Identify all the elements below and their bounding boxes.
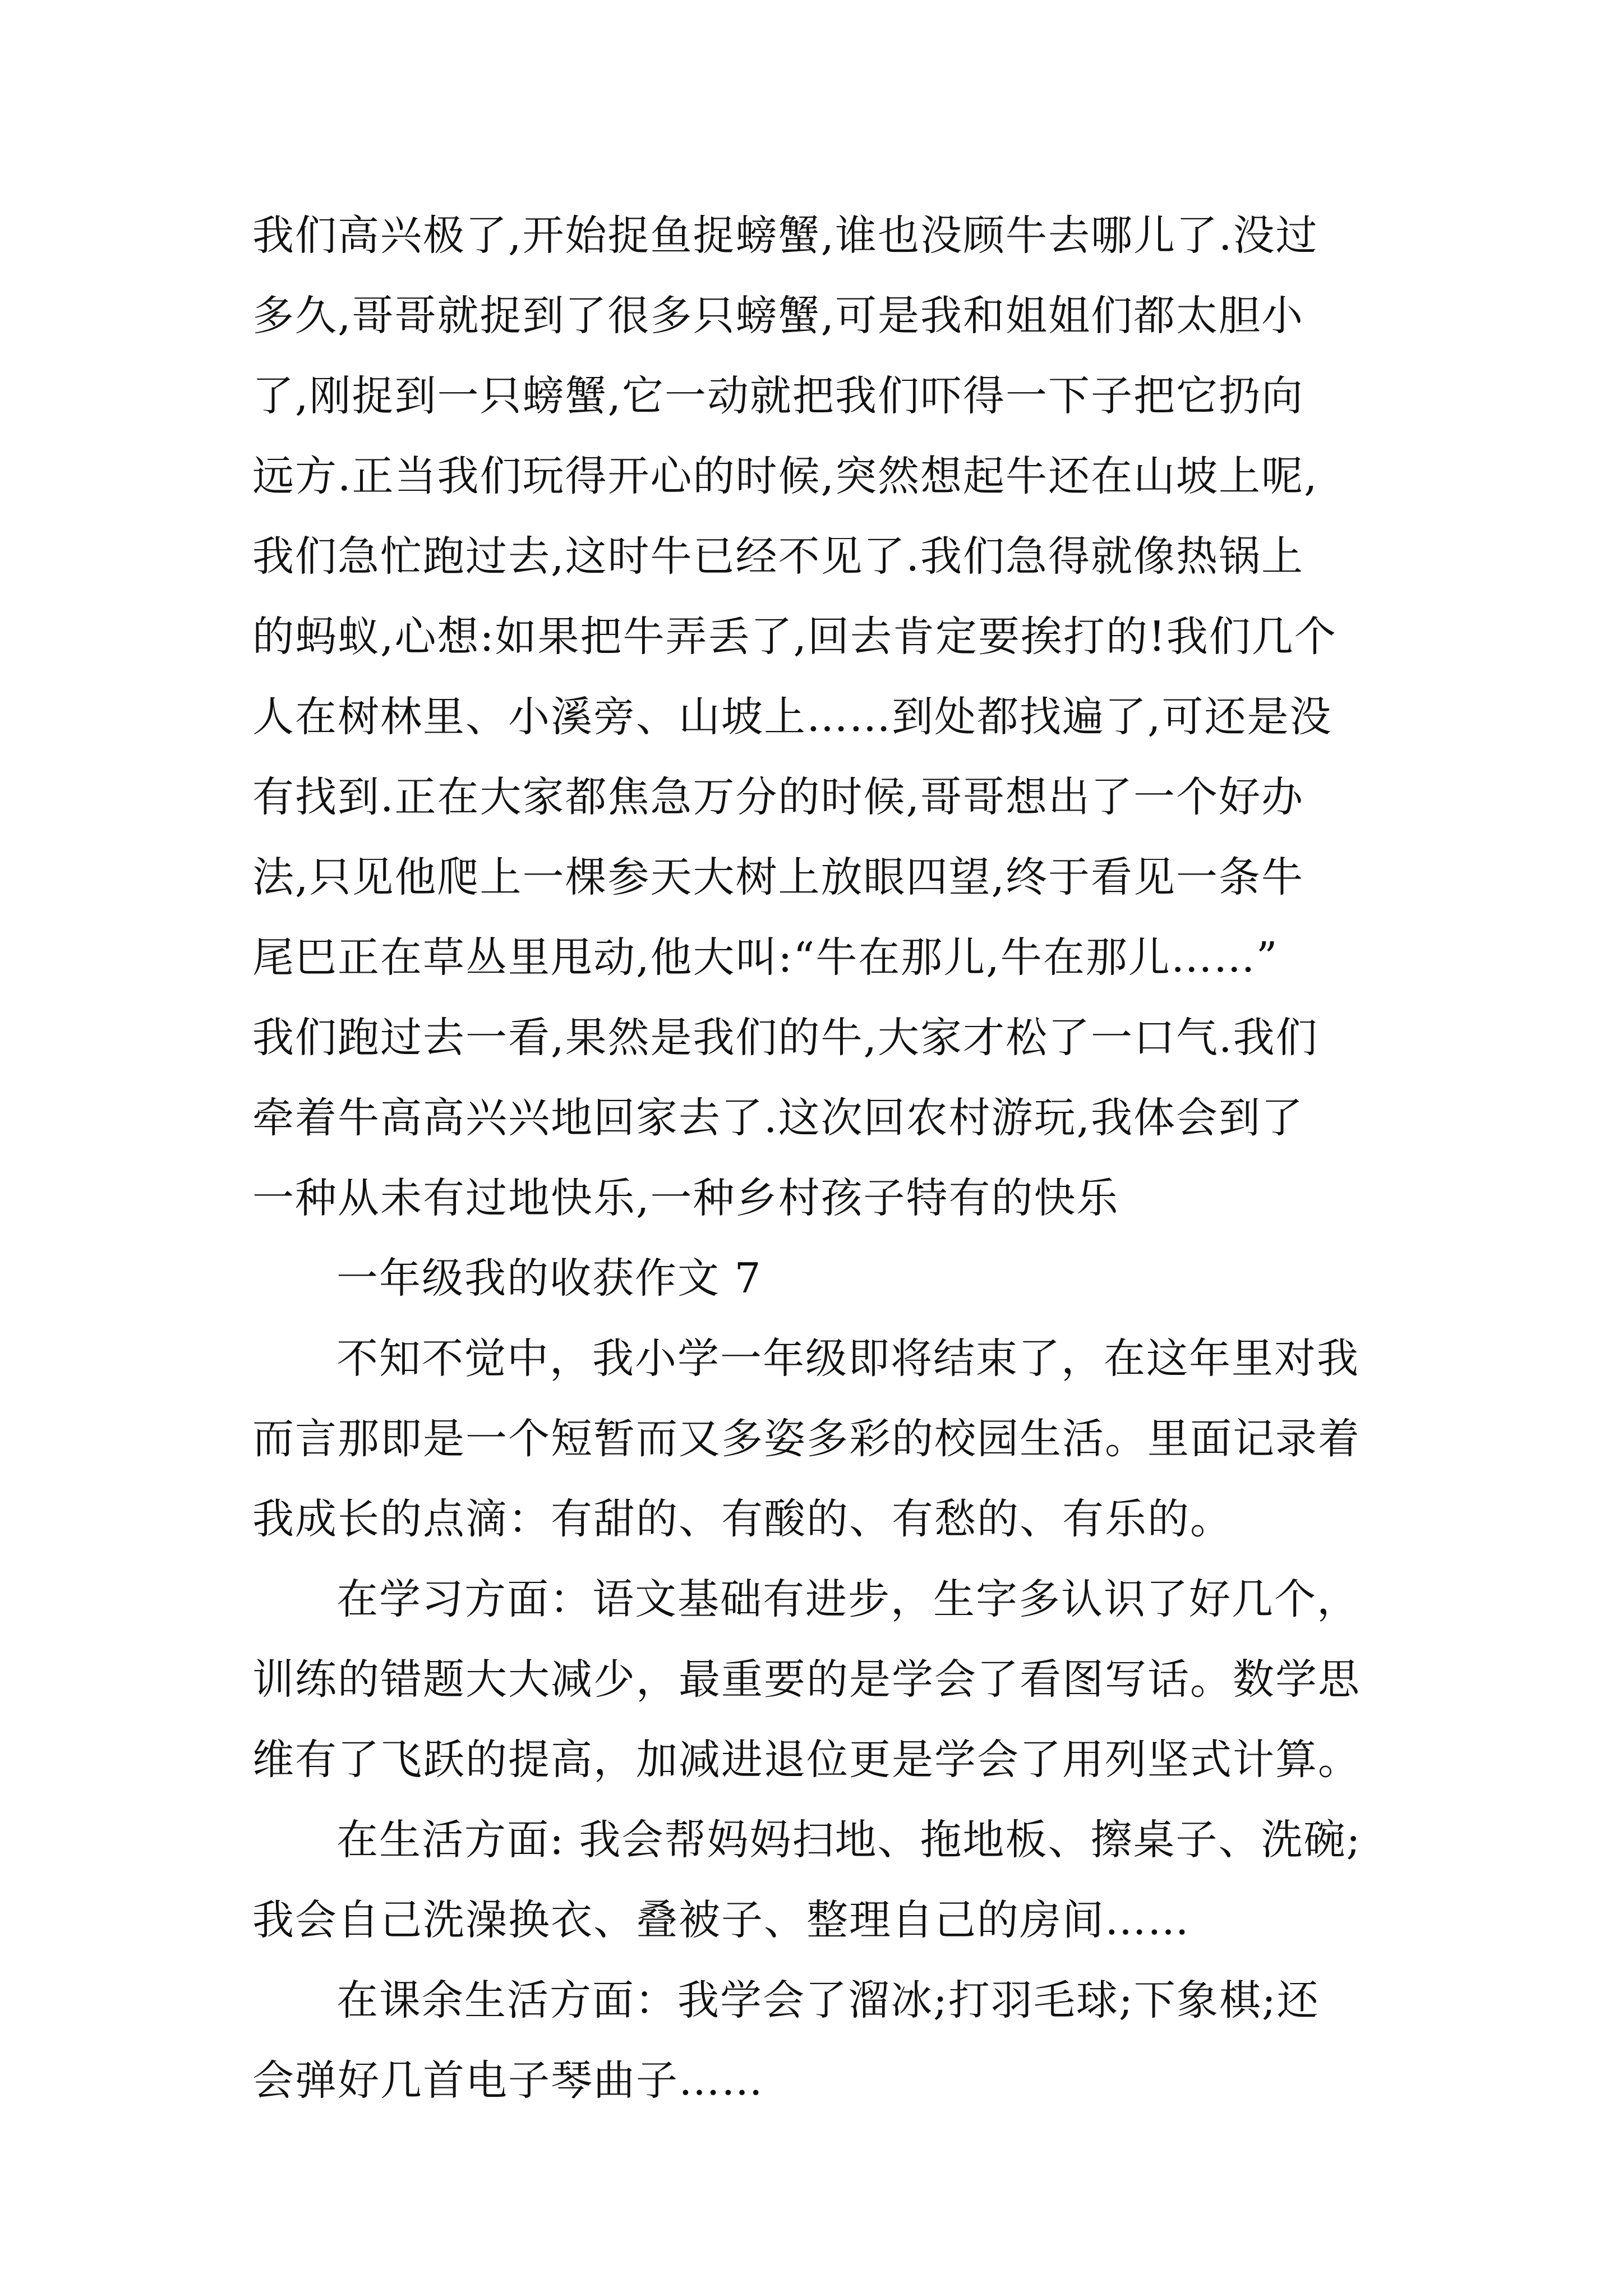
section-heading: 一年级我的收获作文 7	[336, 1254, 762, 1303]
text-line: 牵着牛高高兴兴地回家去了.这次回农村游玩,我体会到了	[252, 1094, 1304, 1142]
text-line: 维有了飞跃的提高，加减进退位更是学会了用列坚式计算。	[252, 1736, 1361, 1784]
text-line: 会弹好几首电子琴曲子……	[252, 2056, 764, 2105]
paragraph-start: 在生活方面: 我会帮妈妈扫地、拖地板、擦桌子、洗碗;	[336, 1816, 1362, 1864]
text-line: 我成长的点滴：有甜的、有酸的、有愁的、有乐的。	[252, 1495, 1233, 1543]
text-line: 法,只见他爬上一棵参天大树上放眼四望,终于看见一条牛	[252, 853, 1304, 901]
text-line: 我会自己洗澡换衣、叠被子、整理自己的房间……	[252, 1896, 1190, 1944]
paragraph-start: 不知不觉中，我小学一年级即将结束了，在这年里对我	[336, 1335, 1359, 1383]
text-line: 有找到.正在大家都焦急万分的时候,哥哥想出了一个好办	[252, 773, 1304, 821]
text-line: 多久,哥哥就捉到了很多只螃蟹,可是我和姐姐们都太胆小	[252, 292, 1304, 340]
paragraph-start: 在学习方面：语文基础有进步，生字多认识了好几个，	[336, 1575, 1359, 1623]
text-line: 人在树林里、小溪旁、山坡上……到处都找遍了,可还是没	[252, 693, 1332, 741]
text-line: 一种从未有过地快乐,一种乡村孩子特有的快乐	[252, 1174, 1119, 1222]
text-line: 尾巴正在草丛里甩动,他大叫:“牛在那儿,牛在那儿……”	[252, 933, 1279, 982]
text-line: 训练的错题大大减少，最重要的是学会了看图写话。数学思	[252, 1655, 1361, 1704]
text-line: 我们急忙跑过去,这时牛已经不见了.我们急得就像热锅上	[252, 532, 1304, 581]
paragraph-start: 在课余生活方面：我学会了溜冰;打羽毛球;下象棋;还	[336, 1976, 1320, 2024]
text-line: 了,刚捉到一只螃蟹,它一动就把我们吓得一下子把它扔向	[252, 372, 1304, 420]
text-line: 而言那即是一个短暂而又多姿多彩的校园生活。里面记录着	[252, 1415, 1361, 1463]
text-line: 远方.正当我们玩得开心的时候,突然想起牛还在山坡上呢,	[252, 452, 1318, 500]
text-line: 我们高兴极了,开始捉鱼捉螃蟹,谁也没顾牛去哪儿了.没过	[252, 211, 1318, 260]
text-line: 我们跑过去一看,果然是我们的牛,大家才松了一口气.我们	[252, 1014, 1318, 1062]
text-line: 的蚂蚁,心想:如果把牛弄丢了,回去肯定要挨打的!我们几个	[252, 613, 1337, 661]
